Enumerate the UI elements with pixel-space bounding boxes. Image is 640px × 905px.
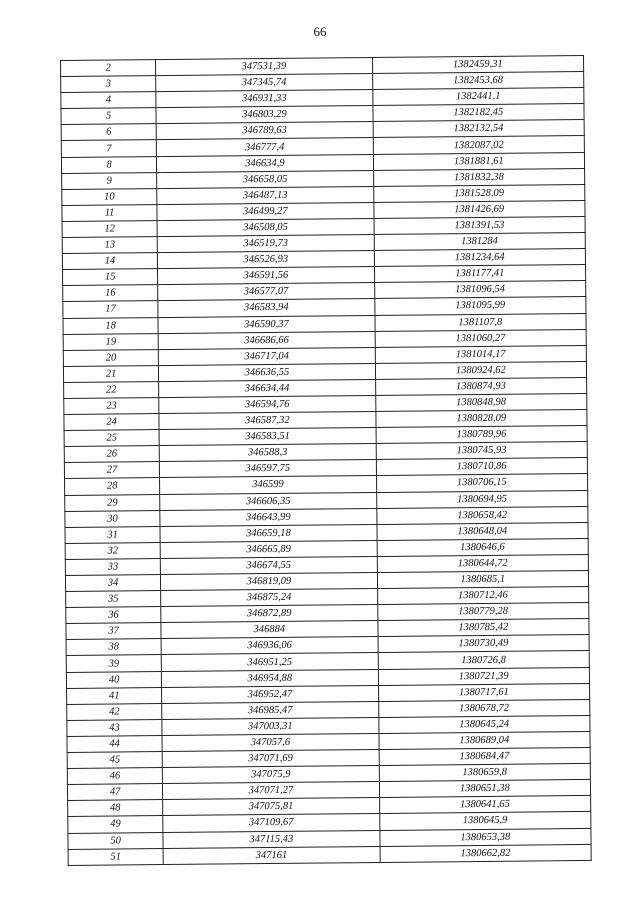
x-coordinate-cell: 346590,37 (158, 315, 374, 333)
y-coordinate-cell: 1380789,96 (376, 426, 588, 444)
y-coordinate-cell: 1381060,27 (375, 329, 587, 347)
y-coordinate-cell: 1380710,86 (376, 458, 588, 476)
point-number-cell: 17 (63, 301, 158, 318)
y-coordinate-cell: 1380662,82 (380, 844, 592, 862)
point-number-cell: 3 (61, 76, 156, 93)
x-coordinate-cell: 346777,4 (156, 138, 372, 156)
point-number-cell: 44 (67, 735, 162, 752)
point-number-cell: 47 (67, 784, 162, 801)
point-number-cell: 40 (66, 671, 161, 688)
page-number: 66 (313, 24, 327, 39)
y-coordinate-cell: 1380645,9 (379, 812, 591, 830)
x-coordinate-cell: 346658,05 (157, 170, 373, 188)
y-coordinate-cell: 1380712,46 (377, 587, 589, 605)
x-coordinate-cell: 346508,05 (157, 218, 373, 236)
x-coordinate-cell: 346884 (161, 621, 377, 639)
point-number-cell: 16 (63, 285, 158, 302)
y-coordinate-cell: 1380924,62 (375, 361, 587, 379)
point-number-cell: 22 (64, 381, 159, 398)
x-coordinate-cell: 346577,07 (158, 283, 374, 301)
point-number-cell: 10 (62, 188, 157, 205)
y-coordinate-cell: 1380685,1 (377, 570, 589, 588)
y-coordinate-cell: 1380745,93 (376, 442, 588, 460)
point-number-cell: 26 (64, 446, 159, 463)
point-number-cell: 30 (65, 510, 160, 527)
x-coordinate-cell: 347075,81 (163, 798, 379, 816)
point-number-cell: 13 (62, 237, 157, 254)
point-number-cell: 12 (62, 221, 157, 238)
point-number-cell: 43 (67, 719, 162, 736)
y-coordinate-cell: 1380848,98 (375, 393, 587, 411)
point-number-cell: 31 (65, 526, 160, 543)
y-coordinate-cell: 1380694,95 (376, 490, 588, 508)
x-coordinate-cell: 346594,76 (159, 395, 375, 413)
x-coordinate-cell: 346931,33 (156, 90, 372, 108)
y-coordinate-cell: 1380651,38 (379, 780, 591, 798)
point-number-cell: 18 (63, 317, 158, 334)
x-coordinate-cell: 346583,94 (158, 299, 374, 317)
point-number-cell: 5 (61, 108, 156, 125)
y-coordinate-cell: 1381096,54 (374, 281, 586, 299)
x-coordinate-cell: 347075,9 (162, 766, 378, 784)
point-number-cell: 45 (67, 752, 162, 769)
x-coordinate-cell: 347345,74 (156, 74, 372, 92)
y-coordinate-cell: 1380779,28 (377, 603, 589, 621)
point-number-cell: 8 (61, 156, 156, 173)
x-coordinate-cell: 346951,25 (161, 653, 377, 671)
y-coordinate-cell: 1381234,64 (374, 249, 586, 267)
point-number-cell: 39 (66, 655, 161, 672)
point-number-cell: 51 (68, 848, 163, 865)
point-number-cell: 4 (61, 92, 156, 109)
y-coordinate-cell: 1381177,41 (374, 265, 586, 283)
point-number-cell: 24 (64, 414, 159, 431)
x-coordinate-cell: 346643,99 (160, 508, 376, 526)
y-coordinate-cell: 1380874,93 (375, 377, 587, 395)
point-number-cell: 29 (65, 494, 160, 511)
x-coordinate-cell: 346665,89 (160, 540, 376, 558)
y-coordinate-cell: 1380684,47 (379, 747, 591, 765)
y-coordinate-cell: 1382087,02 (373, 136, 585, 154)
point-number-cell: 6 (61, 124, 156, 141)
x-coordinate-cell: 347057,6 (162, 733, 378, 751)
y-coordinate-cell: 1380659,8 (379, 764, 591, 782)
x-coordinate-cell: 346954,88 (162, 669, 378, 687)
point-number-cell: 33 (65, 558, 160, 575)
y-coordinate-cell: 1382453,68 (372, 72, 584, 90)
point-number-cell: 20 (63, 349, 158, 366)
point-number-cell: 32 (65, 542, 160, 559)
point-number-cell: 42 (67, 703, 162, 720)
y-coordinate-cell: 1380689,04 (379, 731, 591, 749)
x-coordinate-cell: 347003,31 (162, 717, 378, 735)
x-coordinate-cell: 346597,75 (160, 460, 376, 478)
x-coordinate-cell: 346487,13 (157, 186, 373, 204)
point-number-cell: 25 (64, 430, 159, 447)
point-number-cell: 41 (67, 687, 162, 704)
point-number-cell: 28 (65, 478, 160, 495)
point-number-cell: 23 (64, 398, 159, 415)
y-coordinate-cell: 1381107,8 (374, 313, 586, 331)
point-number-cell: 35 (66, 591, 161, 608)
y-coordinate-cell: 1380678,72 (378, 699, 590, 717)
y-coordinate-cell: 1380828,09 (375, 410, 587, 428)
y-coordinate-cell: 1380785,42 (377, 619, 589, 637)
y-coordinate-cell: 1381391,53 (374, 216, 586, 234)
point-number-cell: 34 (65, 575, 160, 592)
y-coordinate-cell: 1380658,42 (376, 506, 588, 524)
x-coordinate-cell: 346499,27 (157, 202, 373, 220)
x-coordinate-cell: 346599 (160, 476, 376, 494)
point-number-cell: 9 (62, 172, 157, 189)
x-coordinate-cell: 346636,55 (159, 363, 375, 381)
y-coordinate-cell: 1381284 (374, 232, 586, 250)
point-number-cell: 2 (61, 60, 156, 77)
y-coordinate-cell: 1380641,65 (379, 796, 591, 814)
point-number-cell: 38 (66, 639, 161, 656)
point-number-cell: 21 (63, 365, 158, 382)
x-coordinate-cell: 346526,93 (158, 251, 374, 269)
y-coordinate-cell: 1381881,61 (373, 152, 585, 170)
x-coordinate-cell: 346588,3 (159, 444, 375, 462)
y-coordinate-cell: 1380717,61 (378, 683, 590, 701)
point-number-cell: 27 (64, 462, 159, 479)
point-number-cell: 19 (63, 333, 158, 350)
y-coordinate-cell: 1382182,45 (372, 104, 584, 122)
x-coordinate-cell: 346789,63 (156, 122, 372, 140)
y-coordinate-cell: 1382441,1 (372, 88, 584, 106)
point-number-cell: 36 (66, 607, 161, 624)
point-number-cell: 14 (62, 253, 157, 270)
x-coordinate-cell: 347071,69 (162, 750, 378, 768)
x-coordinate-cell: 347071,27 (163, 782, 379, 800)
y-coordinate-cell: 1381832,38 (373, 168, 585, 186)
point-number-cell: 7 (61, 140, 156, 157)
y-coordinate-cell: 1380645,24 (378, 715, 590, 733)
x-coordinate-cell: 346717,04 (158, 347, 374, 365)
point-number-cell: 15 (63, 269, 158, 286)
x-coordinate-cell: 346606,35 (160, 492, 376, 510)
x-coordinate-cell: 347161 (163, 846, 379, 864)
x-coordinate-cell: 346875,24 (161, 589, 377, 607)
coordinates-table (60, 55, 592, 866)
x-coordinate-cell: 346985,47 (162, 701, 378, 719)
coordinates-table-body (61, 55, 592, 865)
y-coordinate-cell: 1380653,38 (379, 828, 591, 846)
x-coordinate-cell: 346587,32 (159, 412, 375, 430)
y-coordinate-cell: 1380644,72 (377, 554, 589, 572)
x-coordinate-cell: 346936,06 (161, 637, 377, 655)
y-coordinate-cell: 1381528,09 (373, 184, 585, 202)
x-coordinate-cell: 346674,55 (160, 556, 376, 574)
x-coordinate-cell: 347531,39 (156, 58, 372, 76)
x-coordinate-cell: 346872,89 (161, 605, 377, 623)
x-coordinate-cell: 346591,56 (158, 267, 374, 285)
x-coordinate-cell: 346634,44 (159, 379, 375, 397)
y-coordinate-cell: 1380721,39 (378, 667, 590, 685)
y-coordinate-cell: 1380646,6 (377, 538, 589, 556)
y-coordinate-cell: 1382459,31 (372, 55, 584, 73)
x-coordinate-cell: 346686,66 (158, 331, 374, 349)
x-coordinate-cell: 347109,67 (163, 814, 379, 832)
point-number-cell: 11 (62, 204, 157, 221)
x-coordinate-cell: 346634,9 (157, 154, 373, 172)
point-number-cell: 50 (68, 832, 163, 849)
point-number-cell: 49 (68, 816, 163, 833)
x-coordinate-cell: 346583,51 (159, 428, 375, 446)
y-coordinate-cell: 1381426,69 (373, 200, 585, 218)
x-coordinate-cell: 346519,73 (157, 235, 373, 253)
y-coordinate-cell: 1380706,15 (376, 474, 588, 492)
x-coordinate-cell: 346819,09 (161, 572, 377, 590)
x-coordinate-cell: 346659,18 (160, 524, 376, 542)
y-coordinate-cell: 1380726,8 (378, 651, 590, 669)
x-coordinate-cell: 347115,43 (163, 830, 379, 848)
point-number-cell: 46 (67, 768, 162, 785)
x-coordinate-cell: 346803,29 (156, 106, 372, 124)
y-coordinate-cell: 1381014,17 (375, 345, 587, 363)
x-coordinate-cell: 346952,47 (162, 685, 378, 703)
y-coordinate-cell: 1380730,49 (378, 635, 590, 653)
point-number-cell: 48 (68, 800, 163, 817)
point-number-cell: 37 (66, 623, 161, 640)
y-coordinate-cell: 1381095,99 (374, 297, 586, 315)
y-coordinate-cell: 1382132,54 (373, 120, 585, 138)
y-coordinate-cell: 1380648,04 (377, 522, 589, 540)
